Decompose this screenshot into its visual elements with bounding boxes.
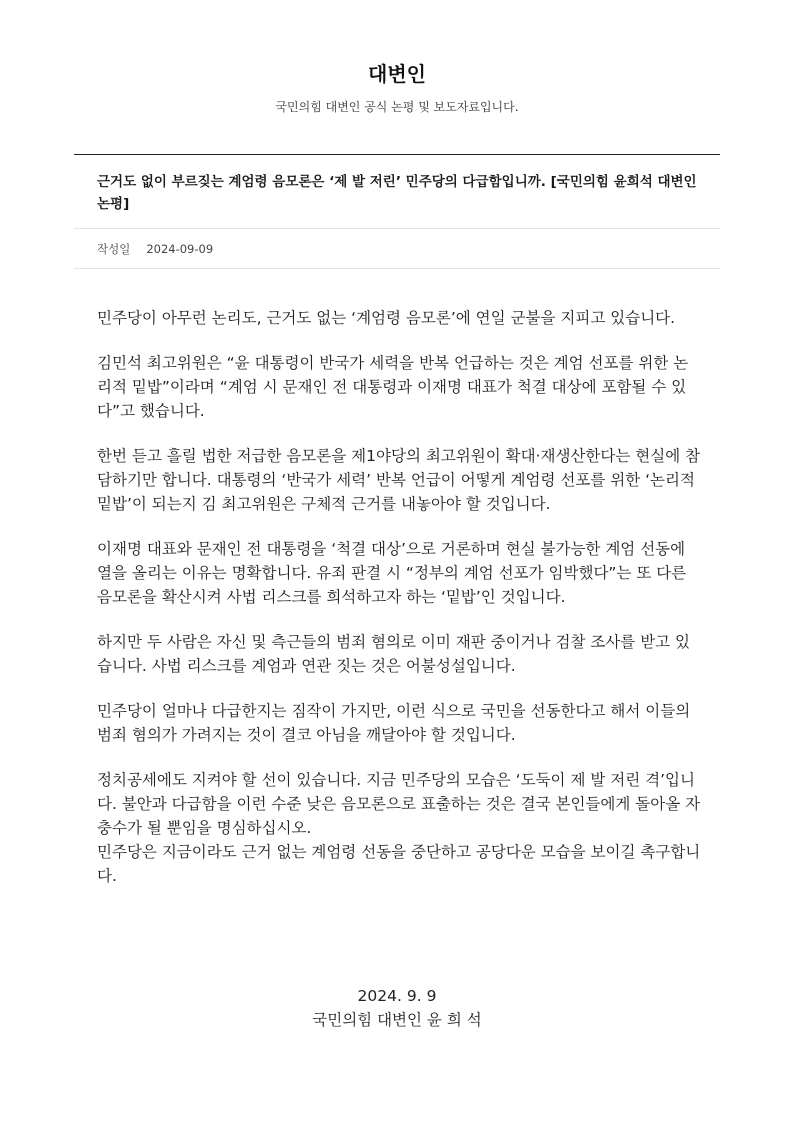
page-title: 대변인 — [368, 62, 426, 86]
header-divider — [74, 154, 720, 155]
article-date: 2024-09-09 — [146, 242, 214, 256]
body-paragraph: 민주당이 얼마나 다급한지는 짐작이 가지만, 이런 식으로 국민을 선동한다고 해서 이들의 범죄 혐의가 가려지는 것이 결코 아님을 깨달아야 할 것입니다. — [97, 702, 691, 744]
page-subtitle: 국민의힘 대변인 공식 논평 및 보도자료입니다. — [275, 100, 519, 114]
article-body — [97, 306, 701, 909]
body-paragraph: 정치공세에도 지켜야 할 선이 있습니다. 지금 민주당의 모습은 ‘도둑이 제 발 저린 격’입니다. 불안과 다급함을 이런 수준 낮은 음모론으로 표출하는 것은 결국 본인들에게 돌아올 자충수가 될 뿐임을 명심하십시오. — [97, 771, 701, 837]
body-paragraph: 한번 듣고 흘릴 법한 저급한 음모론을 제1야당의 최고위원이 확대·재생산한다는 현실에 참담하기만 합니다. 대통령의 ‘반국가 세력’ 반복 언급이 어떻게 계엄령 선포를 위한 ‘논리적 밑밥’이 되는지 김 최고위원은 구체적 근거를 내놓아야 할 것입니다. — [97, 447, 701, 513]
body-paragraph: 김민석 최고위원은 “윤 대통령이 반국가 세력을 반복 언급하는 것은 계엄 선포를 위한 논리적 밑밥”이라며 “계엄 시 문재인 전 대통령과 이재명 대표가 척결 대상에 포함될 수 있다”고 했습니다. — [97, 354, 689, 420]
body-paragraph: 민주당이 아무런 논리도, 근거도 없는 ‘계엄령 음모론’에 연일 군불을 지피고 있습니다. — [97, 309, 676, 327]
body-paragraph: 하지만 두 사람은 자신 및 측근들의 범죄 혐의로 이미 재판 중이거나 검찰 조사를 받고 있습니다. 사법 리스크를 계엄과 연관 짓는 것은 어불성설입니다. — [97, 633, 691, 675]
article-title: 근거도 없이 부르짖는 계엄령 음모론은 ‘제 발 저린’ 민주당의 다급함입니까. [국민의힘 윤희석 대변인 논평] — [97, 174, 697, 212]
body-paragraph: 민주당은 지금이라도 근거 없는 계엄령 선동을 중단하고 공당다운 모습을 보이길 촉구합니다. — [97, 843, 701, 885]
date-label: 작성일 — [97, 242, 131, 256]
signoff-date: 2024. 9. 9 — [357, 987, 437, 1005]
article-meta — [97, 241, 213, 257]
body-paragraph: 이재명 대표와 문재인 전 대통령을 ‘척결 대상’으로 거론하며 현실 불가능한 계엄 선동에 열을 올리는 이유는 명확합니다. 유죄 판결 시 “정부의 계엄 선포가 임박했다”는 또 다른 음모론을 확산시켜 사법 리스크를 희석하고자 하는 ‘밑밥’인 것입니다. — [97, 540, 687, 606]
signoff-name: 국민의힘 대변인 윤 희 석 — [312, 1011, 482, 1029]
title-divider — [74, 228, 720, 229]
meta-divider — [74, 268, 720, 269]
signoff — [0, 984, 794, 1032]
